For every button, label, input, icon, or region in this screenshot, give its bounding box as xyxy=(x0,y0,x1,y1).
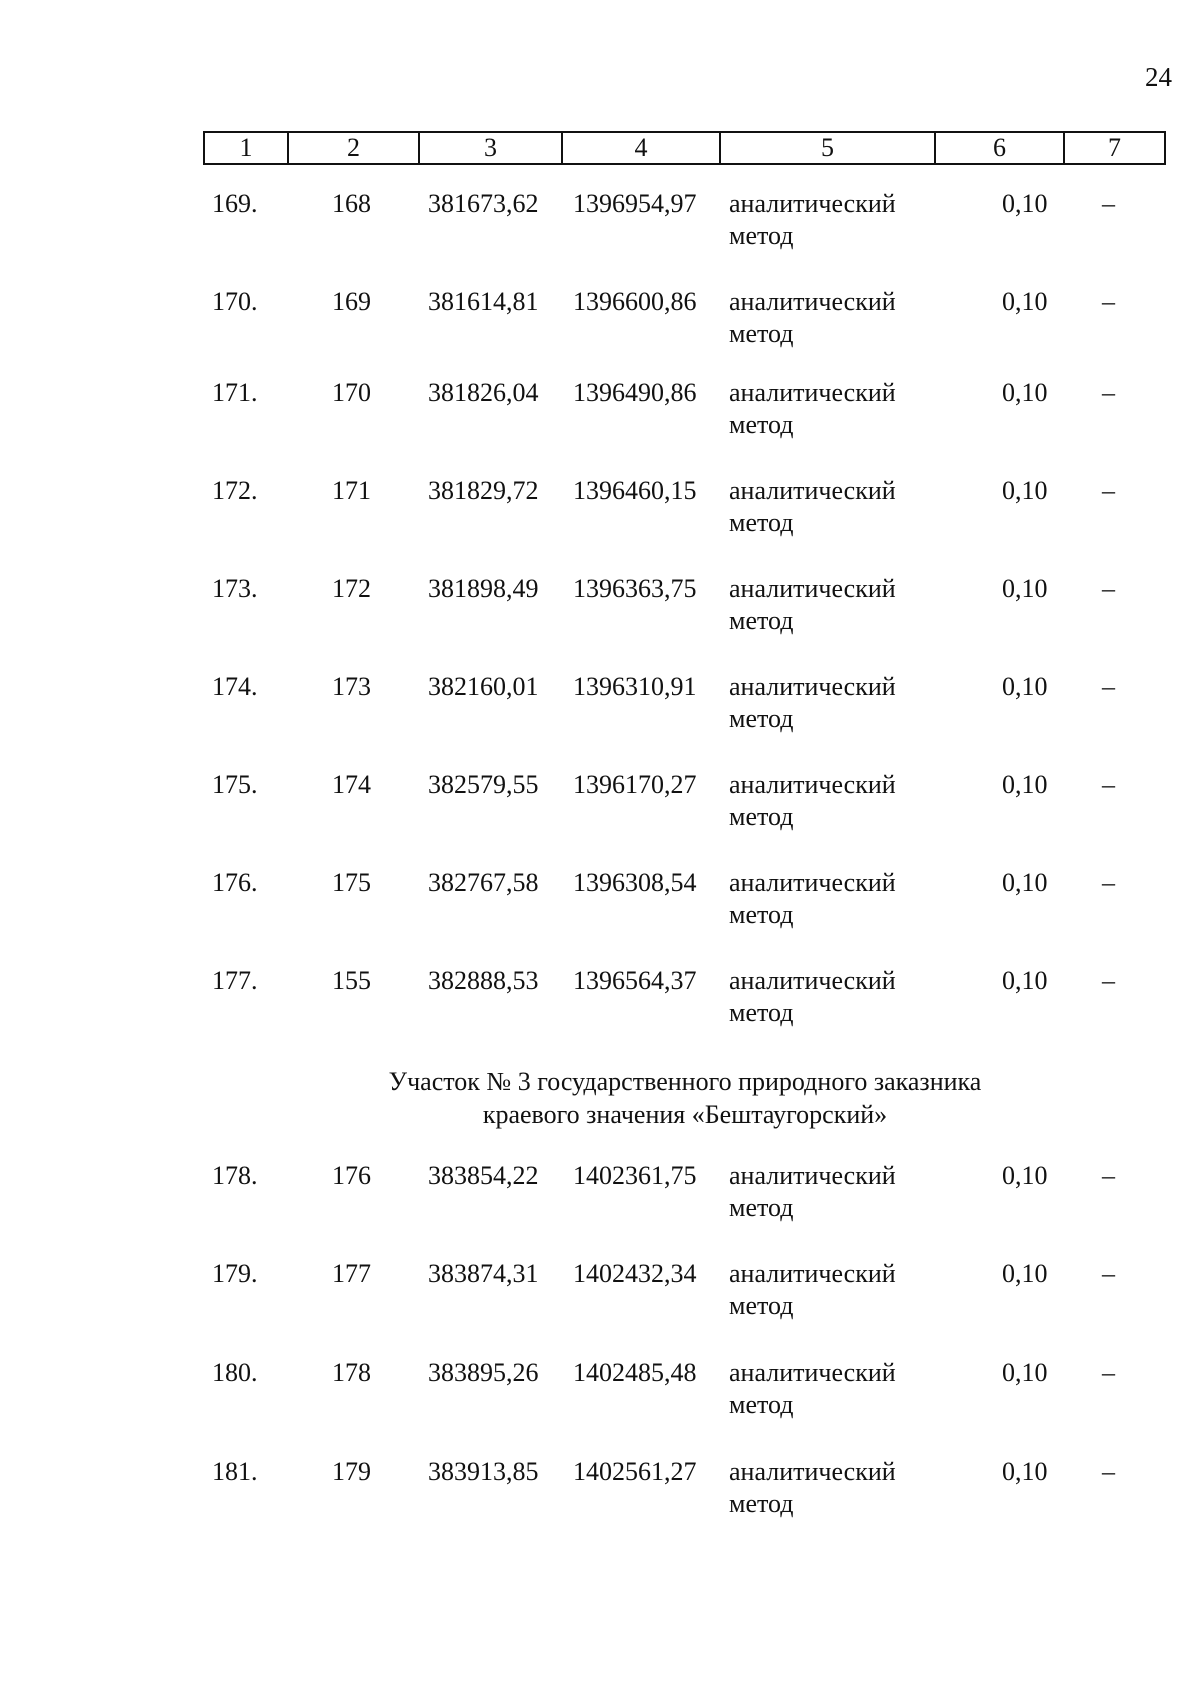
note: – xyxy=(1102,1161,1115,1190)
method-line2: метод xyxy=(729,221,794,250)
row-number: 171. xyxy=(212,378,258,407)
row-number: 178. xyxy=(212,1161,258,1190)
header-col-3: 3 xyxy=(420,133,563,163)
table-row xyxy=(0,1258,1200,1348)
row-number: 177. xyxy=(212,966,258,995)
method xyxy=(729,1357,896,1421)
table-row xyxy=(0,1456,1200,1546)
method-line2: метод xyxy=(729,606,794,635)
row-number: 181. xyxy=(212,1457,258,1486)
row-number: 169. xyxy=(212,189,258,218)
note: – xyxy=(1102,378,1115,407)
table-row xyxy=(0,377,1200,467)
method-line2: метод xyxy=(729,410,794,439)
point-number: 155 xyxy=(332,966,371,995)
note: – xyxy=(1102,672,1115,701)
coord-x: 383854,22 xyxy=(428,1161,539,1190)
method-line1: аналитический xyxy=(729,868,896,897)
coord-x: 382160,01 xyxy=(428,672,539,701)
coord-x: 381826,04 xyxy=(428,378,539,407)
accuracy: 0,10 xyxy=(1002,287,1048,316)
table-header xyxy=(203,131,1166,165)
method xyxy=(729,1456,896,1520)
point-number: 168 xyxy=(332,189,371,218)
row-number: 176. xyxy=(212,868,258,897)
method xyxy=(729,286,896,350)
row-number: 180. xyxy=(212,1358,258,1387)
section-title-line2: краевого значения «Бештаугорский» xyxy=(482,1100,888,1129)
method xyxy=(729,867,896,931)
row-number: 179. xyxy=(212,1259,258,1288)
method-line1: аналитический xyxy=(729,1259,896,1288)
method xyxy=(729,475,896,539)
table-row xyxy=(0,671,1200,761)
point-number: 179 xyxy=(332,1457,371,1486)
coord-x: 382579,55 xyxy=(428,770,539,799)
accuracy: 0,10 xyxy=(1002,189,1048,218)
coord-x: 383874,31 xyxy=(428,1259,539,1288)
method-line1: аналитический xyxy=(729,189,896,218)
coord-y: 1396460,15 xyxy=(573,476,697,505)
method xyxy=(729,1160,896,1224)
coord-y: 1402432,34 xyxy=(573,1259,697,1288)
note: – xyxy=(1102,287,1115,316)
note: – xyxy=(1102,189,1115,218)
method-line1: аналитический xyxy=(729,1457,896,1486)
method-line2: метод xyxy=(729,998,794,1027)
coord-y: 1396363,75 xyxy=(573,574,697,603)
row-number: 170. xyxy=(212,287,258,316)
accuracy: 0,10 xyxy=(1002,1457,1048,1486)
table-row xyxy=(0,188,1200,278)
coord-x: 383895,26 xyxy=(428,1358,539,1387)
header-col-2: 2 xyxy=(289,133,420,163)
accuracy: 0,10 xyxy=(1002,476,1048,505)
method xyxy=(729,671,896,735)
point-number: 178 xyxy=(332,1358,371,1387)
note: – xyxy=(1102,868,1115,897)
accuracy: 0,10 xyxy=(1002,770,1048,799)
method-line2: метод xyxy=(729,1489,794,1518)
method xyxy=(729,188,896,252)
header-col-7: 7 xyxy=(1108,133,1121,162)
method-line2: метод xyxy=(729,704,794,733)
row-number: 174. xyxy=(212,672,258,701)
note: – xyxy=(1102,1259,1115,1288)
point-number: 174 xyxy=(332,770,371,799)
coord-y: 1402485,48 xyxy=(573,1358,697,1387)
row-number: 172. xyxy=(212,476,258,505)
section-title xyxy=(250,1065,1120,1131)
header-col-5: 5 xyxy=(721,133,936,163)
table-row xyxy=(0,286,1200,376)
note: – xyxy=(1102,966,1115,995)
coord-y: 1396954,97 xyxy=(573,189,697,218)
table-row xyxy=(0,867,1200,957)
method xyxy=(729,965,896,1029)
method-line1: аналитический xyxy=(729,1161,896,1190)
coord-y: 1402361,75 xyxy=(573,1161,697,1190)
coord-y: 1396564,37 xyxy=(573,966,697,995)
point-number: 176 xyxy=(332,1161,371,1190)
coord-y: 1396490,86 xyxy=(573,378,697,407)
point-number: 172 xyxy=(332,574,371,603)
coord-y: 1396170,27 xyxy=(573,770,697,799)
method-line2: метод xyxy=(729,1193,794,1222)
note: – xyxy=(1102,574,1115,603)
coord-x: 381673,62 xyxy=(428,189,539,218)
coord-x: 382888,53 xyxy=(428,966,539,995)
note: – xyxy=(1102,1358,1115,1387)
method-line1: аналитический xyxy=(729,287,896,316)
table-row xyxy=(0,965,1200,1055)
table-row xyxy=(0,1160,1200,1250)
table-row xyxy=(0,1357,1200,1447)
point-number: 177 xyxy=(332,1259,371,1288)
point-number: 173 xyxy=(332,672,371,701)
point-number: 175 xyxy=(332,868,371,897)
method-line1: аналитический xyxy=(729,574,896,603)
accuracy: 0,10 xyxy=(1002,378,1048,407)
page-number: 24 xyxy=(1145,62,1172,92)
point-number: 171 xyxy=(332,476,371,505)
note: – xyxy=(1102,476,1115,505)
table-row xyxy=(0,475,1200,565)
row-number: 173. xyxy=(212,574,258,603)
row-number: 175. xyxy=(212,770,258,799)
accuracy: 0,10 xyxy=(1002,1161,1048,1190)
section-title-line1: Участок № 3 государственного природного заказника xyxy=(388,1067,982,1096)
coord-y: 1396600,86 xyxy=(573,287,697,316)
header-col-1: 1 xyxy=(205,133,289,163)
coord-x: 381898,49 xyxy=(428,574,539,603)
table-row xyxy=(0,769,1200,859)
method xyxy=(729,573,896,637)
coord-x: 382767,58 xyxy=(428,868,539,897)
method-line2: метод xyxy=(729,1291,794,1320)
coord-y: 1402561,27 xyxy=(573,1457,697,1486)
method-line2: метод xyxy=(729,900,794,929)
method-line1: аналитический xyxy=(729,378,896,407)
coord-y: 1396308,54 xyxy=(573,868,697,897)
coord-x: 381829,72 xyxy=(428,476,539,505)
table-row xyxy=(0,573,1200,663)
note: – xyxy=(1102,1457,1115,1486)
note: – xyxy=(1102,770,1115,799)
header-col-4: 4 xyxy=(563,133,721,163)
method-line2: метод xyxy=(729,802,794,831)
point-number: 169 xyxy=(332,287,371,316)
method-line2: метод xyxy=(729,319,794,348)
method-line1: аналитический xyxy=(729,1358,896,1387)
method-line1: аналитический xyxy=(729,770,896,799)
coord-x: 381614,81 xyxy=(428,287,539,316)
method-line1: аналитический xyxy=(729,476,896,505)
method-line2: метод xyxy=(729,1390,794,1419)
accuracy: 0,10 xyxy=(1002,1259,1048,1288)
method xyxy=(729,769,896,833)
method-line1: аналитический xyxy=(729,966,896,995)
method-line2: метод xyxy=(729,508,794,537)
coord-y: 1396310,91 xyxy=(573,672,697,701)
accuracy: 0,10 xyxy=(1002,966,1048,995)
coord-x: 383913,85 xyxy=(428,1457,539,1486)
accuracy: 0,10 xyxy=(1002,1358,1048,1387)
header-col-6: 6 xyxy=(936,133,1065,163)
method-line1: аналитический xyxy=(729,672,896,701)
accuracy: 0,10 xyxy=(1002,868,1048,897)
method xyxy=(729,1258,896,1322)
point-number: 170 xyxy=(332,378,371,407)
method xyxy=(729,377,896,441)
accuracy: 0,10 xyxy=(1002,574,1048,603)
accuracy: 0,10 xyxy=(1002,672,1048,701)
